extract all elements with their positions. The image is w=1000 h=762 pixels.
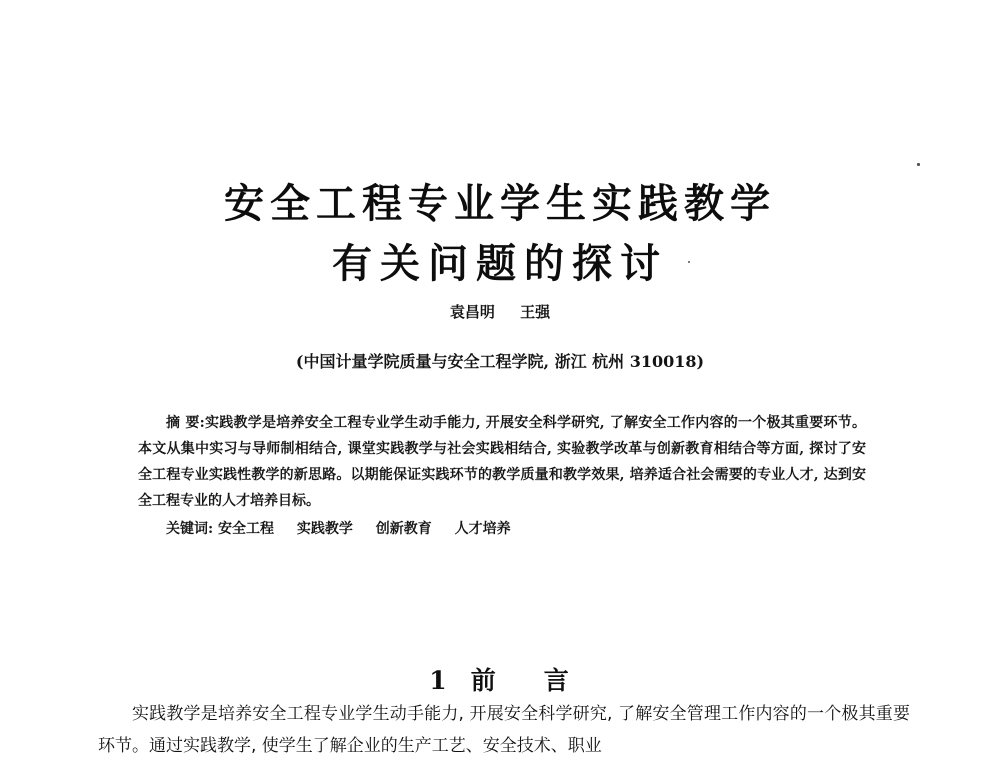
body-paragraph: 实践教学是培养安全工程专业学生动手能力, 开展安全科学研究, 了解安全管理工作内容的一个极其重要环节。通过实践教学, 使学生了解企业的生产工艺、安全技术、职业 — [98, 704, 910, 756]
body-text — [98, 698, 910, 762]
keywords-line — [138, 516, 866, 542]
keywords-label: 关键词: — [166, 521, 214, 537]
abstract-paragraph — [138, 410, 866, 514]
author-name: 袁昌明 — [449, 303, 495, 321]
abstract-text: 实践教学是培养安全工程专业学生动手能力, 开展安全科学研究, 了解安全工作内容的一个极其重要环节。本文从集中实习与导师制相结合, 课堂实践教学与社会实践相结合, 实验教学改革与创新教育相结合等方面, 探讨了安全工程专业实践性教学的新思路。以期能保证实践环节的教学质量和教学效果, 培养适合社会需要的专业人才, 达到安全工程专业的人才培养目标。 — [138, 415, 866, 509]
section-number: 1 — [429, 665, 449, 695]
scan-speck — [917, 163, 920, 166]
section-title-char: 前 — [470, 665, 498, 695]
paper-title-line1: 安全工程专业学生实践教学 — [224, 181, 776, 227]
keyword: 实践教学 — [296, 521, 353, 537]
abstract-label: 摘 要: — [166, 415, 205, 431]
section-title-char: 言 — [543, 665, 571, 695]
paper-title-line2: 有关问题的探讨 — [332, 241, 668, 287]
author-affiliation: (中国计量学院质量与安全工程学院, 浙江 杭州 310018) — [295, 352, 705, 371]
keyword: 安全工程 — [218, 521, 275, 537]
abstract-block — [138, 410, 866, 542]
section-heading — [0, 661, 1000, 697]
author-list — [0, 301, 1000, 322]
author-name: 王强 — [520, 303, 551, 321]
keyword: 创新教育 — [375, 521, 432, 537]
keyword: 人才培养 — [454, 521, 511, 537]
